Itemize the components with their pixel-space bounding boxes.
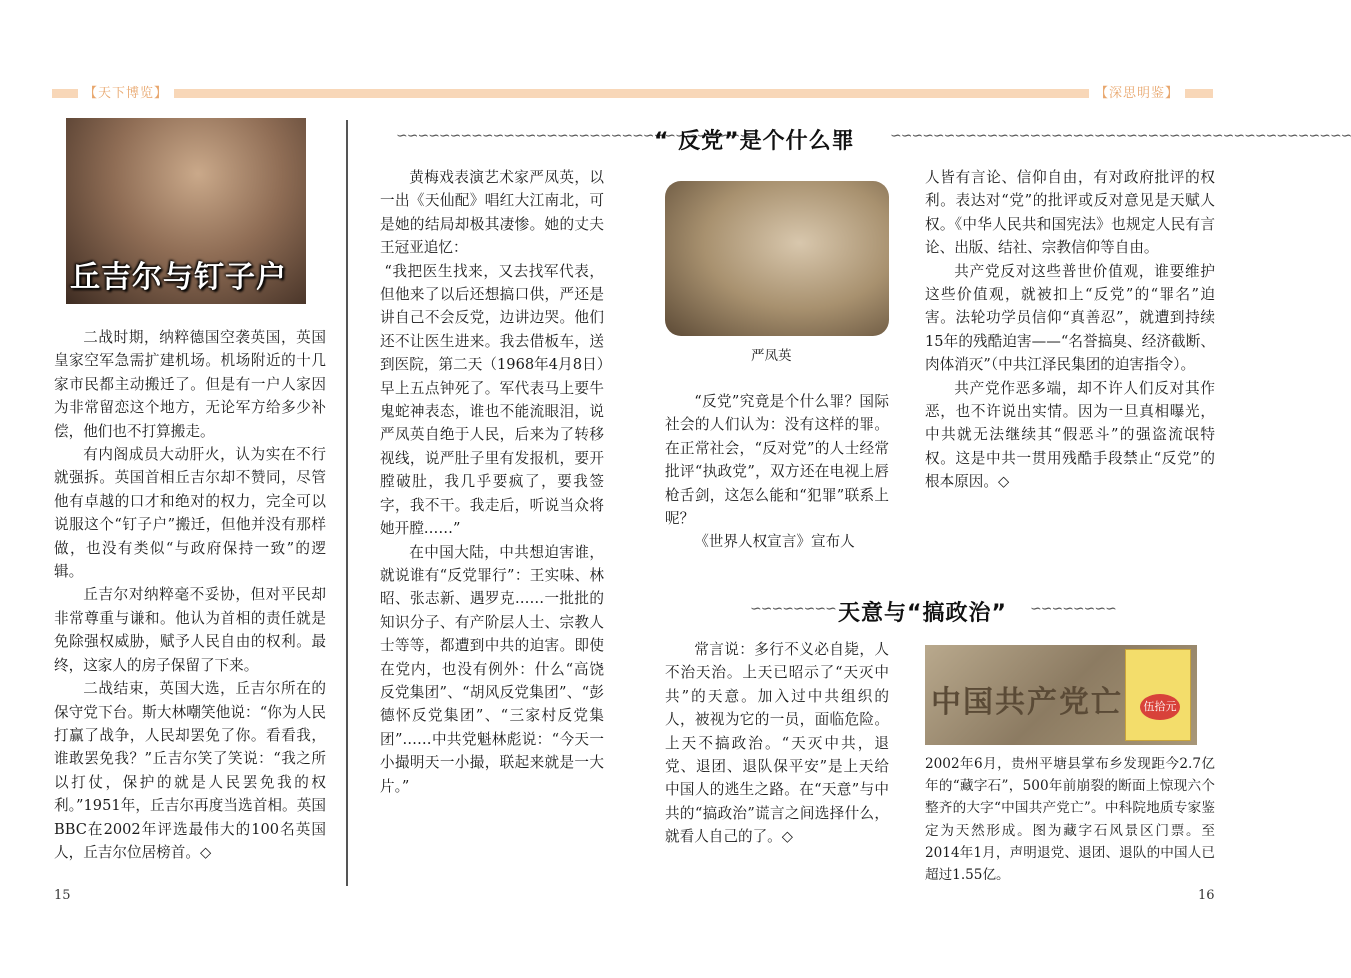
article2-paragraph: 常言说：多行不义必自毙，人不治天治。上天已昭示了“天灭中共”的天意。加入过中共组织的人，被视为它的一员，面临危险。上天不搞政治。“天灭中共，退党、退团、退队保平安”是上天给中国人的逃生之路。在“天意”与中共的“搞政治”谎言之间选择什么，就看人自己的了。◇ <box>665 641 889 846</box>
left-paragraph: 二战结束，英国大选，丘吉尔所在的保守党下台。斯大林嘲笑他说：“你为人民打赢了战争，人民却罢免了你。看看我，谁敢罢免我？”丘吉尔笑了笑说：“我之所以打仗，保护的就是人民罢免我的权利。”1951年，丘吉尔再度当选首相。英国BBC在2002年评选最伟大的100名英国人，丘吉尔位居榜首。◇ <box>54 680 326 861</box>
article1-column-1 <box>380 166 604 798</box>
column-divider <box>346 120 348 886</box>
stone-glyphs: 中国共产党亡 <box>931 685 1123 720</box>
article1-title: “ 反党”是个什么罪 <box>654 129 855 154</box>
article1-paragraph: 人皆有言论、信仰自由，有对政府批评的权利。表达对“党”的批评或反对意见是天赋人权。《中华人民共和国宪法》也规定人民有言论、出版、结社、宗教信仰等自由。 <box>925 169 1215 257</box>
churchill-photo <box>66 118 306 304</box>
article1-paragraph: 在中国大陆，中共想迫害谁，就说谁有“反党罪行”：王实味、林昭、张志新、遇罗克……一批批的知识分子、有产阶层人士、宗教人士等等，都遭到中共的迫害。即使在党内，也没有例外：什么“高饶反党集团”、“胡风反党集团”、“彭德怀反党集团”、“三家村反党集团”……中共党魁林彪说：“今天一小撮明天一小撮，联起来就是一大片。” <box>380 543 604 795</box>
ticket-price-stamp: 伍拾元 <box>1140 694 1180 720</box>
article1-paragraph: 共产党反对这些普世价值观，谁要维护这些价值观，就被扣上“反党”的“罪名”迫害。法轮功学员信仰“真善忍”，就遭到持续15年的残酷迫害——“名誉搞臭、经济截断、肉体消灭”（中共江泽民集团的迫害指令）。 <box>925 262 1215 374</box>
churchill-photo-caption: 丘吉尔与钉子户 <box>70 260 287 295</box>
article1-column-2 <box>665 390 889 554</box>
hidden-character-stone-photo <box>925 645 1197 745</box>
yan-fengying-photo <box>665 181 889 336</box>
title-wave-right: ∽∽∽∽∽∽∽∽∽∽∽∽∽∽∽∽∽∽∽∽∽∽∽∽∽∽∽∽∽∽∽∽∽∽∽∽∽∽∽∽∽∽∽ <box>890 128 1351 144</box>
ticket-image <box>1125 649 1191 741</box>
article2-title: 天意与“搞政治” <box>838 601 1007 626</box>
left-article-body <box>54 326 326 864</box>
header-right-tag: 【深思明鉴】 <box>1089 82 1185 101</box>
header-bar <box>52 89 1213 98</box>
article1-paragraph: “反党”究竟是个什么罪？国际社会的人们认为：没有这样的罪。在正常社会，“反对党”的人士经常批评“执政党”，双方还在电视上唇枪舌剑，这怎么能和“犯罪”联系上呢？ <box>665 393 889 528</box>
title2-wave-left: ∽∽∽∽∽∽∽∽ <box>750 601 836 617</box>
header-left-tag: 【天下博览】 <box>78 82 174 101</box>
yan-photo-caption: 严凤英 <box>751 348 792 364</box>
article1-paragraph: 《世界人权宣言》宣布人 <box>694 533 855 551</box>
title2-wave-right: ∽∽∽∽∽∽∽∽ <box>1030 601 1116 617</box>
stone-figure-caption: 2002年6月，贵州平塘县掌布乡发现距今2.7亿年的“藏字石”，500年前崩裂的断面上惊现六个整齐的大字“中国共产党亡”。中科院地质专家鉴定为天然形成。图为藏字石风景区门票。至2014年1月，声明退党、退团、退队的中国人已超过1.55亿。 <box>925 756 1215 884</box>
article1-column-3 <box>925 166 1215 494</box>
left-paragraph: 二战时期，纳粹德国空袭英国，英国皇家空军急需扩建机场。机场附近的十几家市民都主动搬迁了。但是有一户人家因为非常留恋这个地方，无论军方给多少补偿，他们也不打算搬走。 <box>54 329 326 440</box>
article1-quote: “我把医生找来，又去找军代表，但他来了以后还想搞口供，严还是讲自己不会反党，边讲边哭。他们还不让医生进来。我去借板车，送到医院，第二天（1968年4月8日）早上五点钟死了。军代表马上要牛鬼蛇神表态，谁也不能流眼泪，说严凤英自绝于人民，后来为了转移视线，说严肚子里有发报机，要开膛破肚，我几乎要疯了，要我签字，我不干。我走后，听说当众将她开膛……” <box>380 262 604 538</box>
article1-paragraph: 共产党作恶多端，却不许人们反对其作恶，也不许说出实情。因为一旦真相曝光，中共就无法继续其“假恶斗”的强盗流氓特权。这是中共一贯用残酷手段禁止“反党”的根本原因。◇ <box>925 379 1215 491</box>
page-number-right: 16 <box>1198 888 1215 903</box>
page-number-left: 15 <box>54 888 71 903</box>
article1-intro: 黄梅戏表演艺术家严凤英，以一出《天仙配》唱红大江南北，可是她的结局却极其凄惨。她的丈夫王冠亚追忆： <box>380 169 604 257</box>
title-wave-left: ∽∽∽∽∽∽∽∽∽∽∽∽∽∽∽∽∽∽∽∽∽∽∽∽∽∽∽∽∽∽∽∽∽ <box>396 128 751 144</box>
left-paragraph: 丘吉尔对纳粹毫不妥协，但对平民却非常尊重与谦和。他认为首相的责任就是免除强权威胁，赋予人民自由的权利。最终，这家人的房子保留了下来。 <box>54 586 326 674</box>
left-paragraph: 有内阁成员大动肝火，认为实在不行就强拆。英国首相丘吉尔却不赞同，尽管他有卓越的口才和绝对的权力，完全可以说服这个“钉子户”搬迁，但他并没有那样做，也没有类似“与政府保持一致”的逻辑。 <box>54 446 326 581</box>
article2-body <box>665 638 889 849</box>
